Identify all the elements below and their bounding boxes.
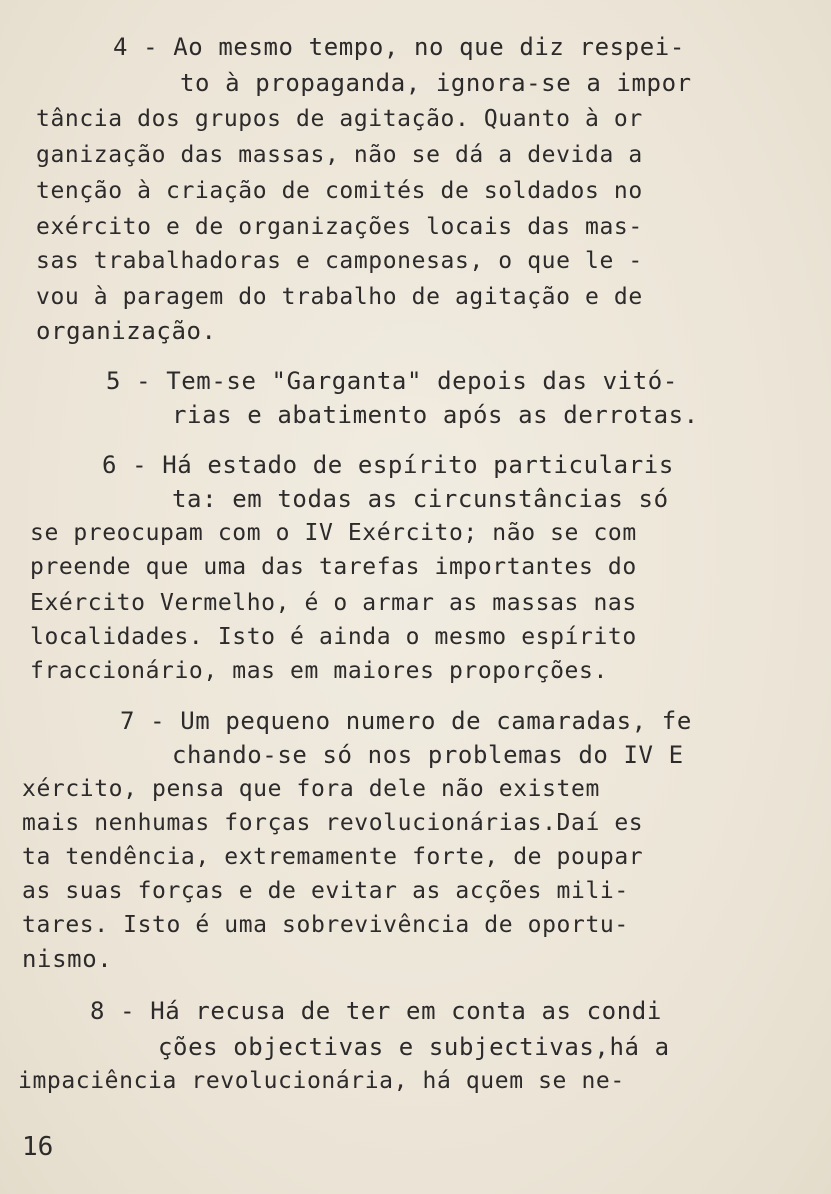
- text-line: ganização das massas, não se dá a devida a: [36, 142, 643, 168]
- text-line: vou à paragem do trabalho de agitação e de: [36, 284, 643, 310]
- text-line: organização.: [36, 317, 217, 345]
- text-line: impaciência revolucionária, há quem se ne-: [18, 1068, 625, 1094]
- text-line: mais nenhumas forças revolucionárias.Daí es: [22, 810, 644, 836]
- text-line: 6 - Há estado de espírito particularis: [102, 451, 674, 479]
- page-number: 16: [22, 1132, 54, 1162]
- text-line: nismo.: [22, 945, 113, 973]
- text-line: 5 - Tem-se "Garganta" depois das vitó-: [106, 367, 678, 395]
- text-line: exército e de organizações locais das mas-: [36, 214, 643, 240]
- text-line: to à propaganda, ignora-se a impor: [180, 69, 692, 97]
- text-line: Exército Vermelho, é o armar as massas nas: [30, 590, 637, 616]
- text-line: localidades. Isto é ainda o mesmo espírito: [30, 624, 637, 650]
- text-line: 7 - Um pequeno numero de camaradas, fe: [120, 707, 692, 735]
- text-line: 8 - Há recusa de ter em conta as condi: [90, 997, 662, 1025]
- text-line: 4 - Ao mesmo tempo, no que diz respei-: [113, 33, 685, 61]
- text-line: ta tendência, extremamente forte, de poupar: [22, 844, 644, 870]
- text-line: chando-se só nos problemas do IV E: [172, 741, 684, 769]
- text-line: tares. Isto é uma sobrevivência de oportu-: [22, 912, 629, 938]
- text-line: tenção à criação de comités de soldados no: [36, 178, 643, 204]
- text-line: tância dos grupos de agitação. Quanto à or: [36, 106, 643, 132]
- text-line: se preocupam com o IV Exército; não se com: [30, 520, 637, 546]
- text-line: fraccionário, mas em maiores proporções.: [30, 658, 608, 684]
- text-line: preende que uma das tarefas importantes do: [30, 554, 637, 580]
- text-line: sas trabalhadoras e camponesas, o que le -: [36, 248, 643, 274]
- text-line: ta: em todas as circunstâncias só: [172, 485, 669, 513]
- text-line: ções objectivas e subjectivas,há a: [158, 1033, 670, 1061]
- text-line: rias e abatimento após as derrotas.: [172, 401, 699, 429]
- text-line: as suas forças e de evitar as acções mili-: [22, 878, 629, 904]
- text-line: xército, pensa que fora dele não existem: [22, 776, 600, 802]
